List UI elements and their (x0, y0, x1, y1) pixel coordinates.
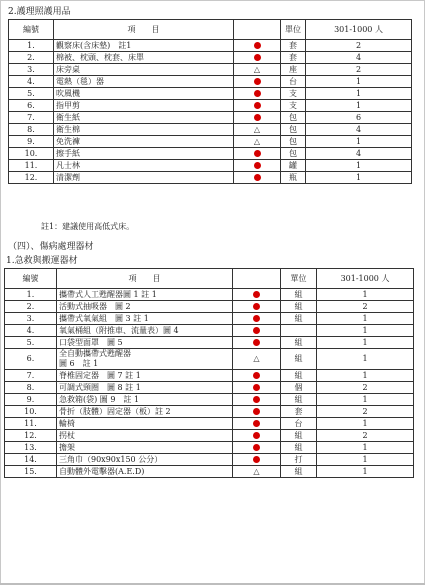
row-qty: 4 (306, 124, 412, 136)
table-header-row (5, 269, 414, 289)
red-dot-icon (253, 432, 260, 439)
row-qty: 2 (306, 40, 412, 52)
row-qty: 1 (306, 160, 412, 172)
row-unit: 套 (281, 406, 317, 418)
row-qty: 6 (306, 112, 412, 124)
row-mark (233, 394, 281, 406)
row-item-label: 活動式抽吸器 圖 2 (59, 301, 131, 311)
row-number: 6. (9, 100, 54, 112)
table-row (9, 76, 412, 88)
table-row (9, 136, 412, 148)
row-mark (234, 172, 281, 184)
row-qty: 1 (317, 370, 414, 382)
red-dot-icon (253, 327, 260, 334)
red-dot-icon (253, 339, 260, 346)
row-qty: 1 (306, 172, 412, 184)
red-dot-icon (253, 444, 260, 451)
row-unit: 套 (281, 40, 306, 52)
row-item-label: 全自動攜帶式甦醒器 (59, 349, 131, 358)
red-dot-icon (254, 174, 261, 181)
table-row (9, 160, 412, 172)
table-row (5, 325, 414, 337)
row-unit: 套 (281, 52, 306, 64)
table-row (9, 100, 412, 112)
row-unit: 組 (281, 301, 317, 313)
row-item (54, 112, 234, 124)
red-dot-icon (254, 54, 261, 61)
row-qty: 2 (317, 382, 414, 394)
row-item-label: 拐杖 (59, 430, 75, 440)
row-qty: 1 (317, 337, 414, 349)
red-dot-icon (254, 162, 261, 169)
row-item-label: 擦手紙 (56, 148, 80, 158)
row-number: 9. (5, 394, 57, 406)
triangle-icon: △ (253, 124, 261, 134)
table-row (5, 337, 414, 349)
row-number: 4. (5, 325, 57, 337)
red-dot-icon (253, 303, 260, 310)
row-item-label: 氧氣桶組（附推車、流量表）圖 4 (59, 325, 179, 335)
section2-title: （四）、傷病處理器材 (8, 242, 94, 252)
row-number: 2. (9, 52, 54, 64)
row-number: 1. (5, 289, 57, 301)
row-number: 10. (9, 148, 54, 160)
row-item (54, 160, 234, 172)
row-item (54, 88, 234, 100)
care-supplies-table (8, 19, 412, 184)
red-dot-icon (254, 90, 261, 97)
row-number: 4. (9, 76, 54, 88)
row-item (57, 442, 233, 454)
row-item (57, 406, 233, 418)
row-item (57, 466, 233, 478)
row-number: 11. (9, 160, 54, 172)
row-qty: 1 (317, 349, 414, 370)
table-row (9, 172, 412, 184)
row-qty: 1 (306, 88, 412, 100)
row-item (57, 289, 233, 301)
red-dot-icon (253, 456, 260, 463)
table-row (5, 430, 414, 442)
row-number: 12. (5, 430, 57, 442)
row-qty: 1 (317, 466, 414, 478)
row-number: 3. (5, 313, 57, 325)
row-number: 8. (9, 124, 54, 136)
row-mark (234, 100, 281, 112)
red-dot-icon (253, 396, 260, 403)
row-mark (233, 289, 281, 301)
table-row (5, 301, 414, 313)
red-dot-icon (254, 42, 261, 49)
row-qty: 1 (317, 418, 414, 430)
row-qty: 4 (306, 148, 412, 160)
header-no: 編號 (9, 20, 54, 40)
row-item (54, 76, 234, 88)
row-item-label: 衛生紙 (56, 112, 80, 122)
row-item-label: 床旁桌 (56, 64, 80, 74)
row-item-label: 口袋型面罩 圖 5 (59, 337, 123, 347)
row-unit: 組 (281, 442, 317, 454)
header-item: 項 目 (57, 269, 233, 289)
row-item-label: 棉被、枕頭、枕套、床單 (56, 52, 144, 62)
row-item (57, 313, 233, 325)
row-number: 14. (5, 454, 57, 466)
row-item-label: 脊椎固定器 圖 7 註 1 (59, 370, 141, 380)
row-mark (234, 124, 281, 136)
row-item (54, 124, 234, 136)
row-item (54, 136, 234, 148)
row-unit: 組 (281, 289, 317, 301)
row-item (57, 454, 233, 466)
table-row (5, 466, 414, 478)
row-item-label: 骨折（肢體）固定器（板）註 2 (59, 406, 171, 416)
row-qty: 4 (306, 52, 412, 64)
header-item: 項 目 (54, 20, 234, 40)
row-qty: 2 (317, 301, 414, 313)
row-mark (233, 442, 281, 454)
triangle-icon: △ (253, 136, 261, 146)
row-unit: 組 (281, 349, 317, 370)
triangle-icon: △ (253, 354, 260, 363)
row-mark (233, 430, 281, 442)
red-dot-icon (253, 315, 260, 322)
header-mark (233, 269, 281, 289)
red-dot-icon (253, 384, 260, 391)
header-unit: 單位 (281, 269, 317, 289)
row-unit: 組 (281, 313, 317, 325)
red-dot-icon (253, 372, 260, 379)
row-unit: 支 (281, 100, 306, 112)
table-row (9, 40, 412, 52)
row-item (57, 382, 233, 394)
table-row (5, 349, 414, 370)
row-unit: 支 (281, 88, 306, 100)
table-row (5, 418, 414, 430)
row-number: 5. (9, 88, 54, 100)
row-item (54, 148, 234, 160)
row-item-label: 三角巾（90x90x150 公分） (59, 454, 163, 464)
header-mark (234, 20, 281, 40)
row-mark (234, 112, 281, 124)
row-item-label: 凡士林 (56, 160, 80, 170)
row-mark (233, 454, 281, 466)
row-number: 10. (5, 406, 57, 418)
row-item-label: 擔架 (59, 442, 75, 452)
row-unit: 包 (281, 112, 306, 124)
row-qty: 1 (317, 454, 414, 466)
row-item-label: 吹風機 (56, 88, 80, 98)
row-item (57, 301, 233, 313)
red-dot-icon (254, 78, 261, 85)
row-unit: 包 (281, 148, 306, 160)
row-item-label: 免洗褲 (56, 136, 80, 146)
row-unit: 個 (281, 382, 317, 394)
row-item (57, 349, 233, 370)
row-mark (233, 466, 281, 478)
table-row (9, 148, 412, 160)
row-mark (234, 76, 281, 88)
row-item-label: 可調式頸圈 圖 8 註 1 (59, 382, 141, 392)
row-item-label: 自動體外電擊器(A.E.D) (59, 466, 145, 476)
row-number: 11. (5, 418, 57, 430)
row-mark (233, 325, 281, 337)
table-row (5, 406, 414, 418)
row-item (54, 52, 234, 64)
header-qty: 301-1000 人 (306, 20, 412, 40)
row-mark (234, 88, 281, 100)
table-row (5, 442, 414, 454)
row-item (57, 325, 233, 337)
red-dot-icon (253, 420, 260, 427)
row-mark (234, 148, 281, 160)
row-qty: 1 (306, 76, 412, 88)
row-number: 6. (5, 349, 57, 370)
first-aid-equipment-table (4, 268, 414, 478)
header-unit: 單位 (281, 20, 306, 40)
row-item (57, 394, 233, 406)
row-number: 7. (9, 112, 54, 124)
section1-title: 2.護理照護用品 (8, 7, 71, 17)
row-item (54, 172, 234, 184)
row-qty: 1 (317, 313, 414, 325)
row-item-label: 觀察床(含床墊) 註1 (56, 40, 132, 50)
row-mark (234, 64, 281, 76)
row-item (54, 40, 234, 52)
row-number: 3. (9, 64, 54, 76)
row-number: 13. (5, 442, 57, 454)
row-item-label: 急救箱(袋) 圖 9 註 1 (59, 394, 140, 404)
row-mark (233, 349, 281, 370)
row-unit: 打 (281, 454, 317, 466)
row-qty: 2 (317, 406, 414, 418)
row-qty: 2 (306, 64, 412, 76)
row-mark (234, 52, 281, 64)
row-mark (233, 337, 281, 349)
row-item (57, 418, 233, 430)
row-number: 7. (5, 370, 57, 382)
row-item-label-line2: 圖 6 註 1 (59, 359, 99, 368)
row-item-label: 衛生棉 (56, 124, 80, 134)
row-number: 9. (9, 136, 54, 148)
row-unit: 組 (281, 466, 317, 478)
header-qty: 301-1000 人 (317, 269, 414, 289)
section1-note: 註1：建議使用高低式床。 (41, 222, 135, 231)
row-item (54, 64, 234, 76)
row-qty: 1 (317, 289, 414, 301)
triangle-icon: △ (253, 64, 261, 74)
row-item-label: 電熱（毯）器 (56, 76, 104, 86)
row-number: 15. (5, 466, 57, 478)
row-unit: 包 (281, 136, 306, 148)
row-number: 1. (9, 40, 54, 52)
red-dot-icon (253, 291, 260, 298)
table-row (5, 313, 414, 325)
row-unit: 座 (281, 64, 306, 76)
row-unit: 組 (281, 430, 317, 442)
row-unit: 瓶 (281, 172, 306, 184)
row-mark (233, 370, 281, 382)
row-item-label: 攜帶式氧氣組 圖 3 註 1 (59, 313, 149, 323)
row-item (57, 337, 233, 349)
row-mark (233, 418, 281, 430)
row-item-label: 指甲剪 (56, 100, 80, 110)
row-qty: 2 (317, 430, 414, 442)
table-row (5, 454, 414, 466)
row-unit: 台 (281, 418, 317, 430)
table-row (9, 124, 412, 136)
row-unit (281, 325, 317, 337)
row-mark (234, 160, 281, 172)
red-dot-icon (253, 408, 260, 415)
row-unit: 組 (281, 337, 317, 349)
table-header-row (9, 20, 412, 40)
row-qty: 1 (317, 394, 414, 406)
row-qty: 1 (306, 136, 412, 148)
row-qty: 1 (317, 442, 414, 454)
table-row (9, 112, 412, 124)
row-unit: 罐 (281, 160, 306, 172)
row-number: 2. (5, 301, 57, 313)
row-item (57, 370, 233, 382)
row-number: 12. (9, 172, 54, 184)
row-item-label: 輪椅 (59, 418, 75, 428)
row-item (54, 100, 234, 112)
section2-subtitle: 1.急救與搬運器材 (6, 256, 78, 266)
row-mark (234, 40, 281, 52)
table-row (9, 88, 412, 100)
row-unit: 組 (281, 370, 317, 382)
row-mark (233, 406, 281, 418)
header-no: 編號 (5, 269, 57, 289)
row-unit: 組 (281, 394, 317, 406)
red-dot-icon (254, 150, 261, 157)
red-dot-icon (254, 114, 261, 121)
row-item-label: 攜帶式人工甦醒器圖 1 註 1 (59, 289, 157, 299)
red-dot-icon (254, 102, 261, 109)
row-mark (233, 313, 281, 325)
row-unit: 台 (281, 76, 306, 88)
row-item (57, 430, 233, 442)
row-unit: 包 (281, 124, 306, 136)
row-qty: 1 (306, 100, 412, 112)
table-row (9, 52, 412, 64)
row-number: 5. (5, 337, 57, 349)
table-row (5, 370, 414, 382)
row-mark (233, 382, 281, 394)
table-row (5, 289, 414, 301)
row-qty: 1 (317, 325, 414, 337)
row-mark (234, 136, 281, 148)
row-item-label: 清潔劑 (56, 172, 80, 182)
triangle-icon: △ (253, 466, 260, 476)
table-row (9, 64, 412, 76)
row-number: 8. (5, 382, 57, 394)
table-row (5, 394, 414, 406)
table-row (5, 382, 414, 394)
row-mark (233, 301, 281, 313)
